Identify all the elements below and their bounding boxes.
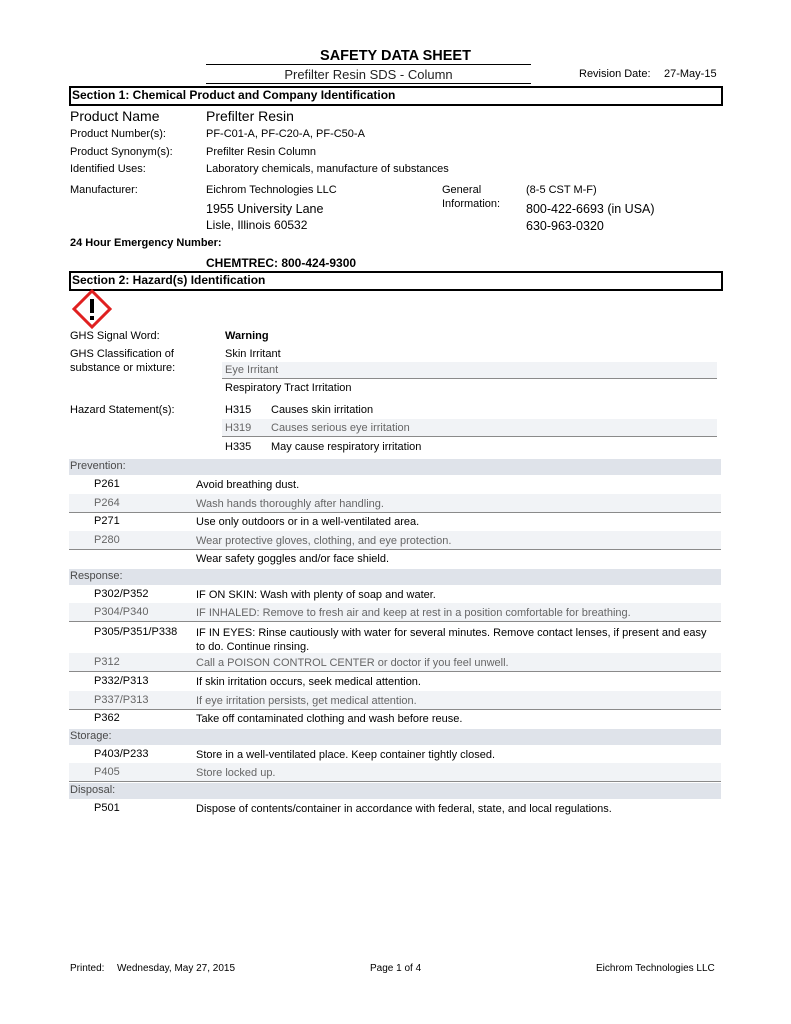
classification-item: Eye Irritant bbox=[225, 364, 279, 376]
precaution-code: P403/P233 bbox=[94, 748, 149, 760]
hazard-text: Causes skin irritation bbox=[271, 404, 374, 416]
section-1-heading: Section 1: Chemical Product and Company Identification bbox=[72, 88, 396, 102]
precaution-code: P501 bbox=[94, 802, 120, 814]
storage-label: Storage: bbox=[70, 730, 112, 742]
precaution-text: Wear protective gloves, clothing, and eye protection. bbox=[196, 535, 452, 547]
precaution-code: P312 bbox=[94, 656, 120, 668]
storage-header bbox=[69, 729, 721, 745]
printed-label: Printed: bbox=[70, 963, 105, 974]
prevention-label: Prevention: bbox=[70, 460, 126, 472]
disposal-header bbox=[69, 783, 721, 799]
page-number: Page 1 of 4 bbox=[370, 963, 422, 974]
product-numbers-label: Product Number(s): bbox=[70, 128, 166, 140]
precaution-text: Use only outdoors or in a well-ventilated area. bbox=[196, 516, 420, 528]
precaution-text: IF ON SKIN: Wash with plenty of soap and water. bbox=[196, 589, 436, 601]
exclamation-mark-icon bbox=[72, 289, 112, 329]
precaution-text: Dispose of contents/container in accordance with federal, state, and local regulations. bbox=[196, 803, 612, 815]
identified-uses: Laboratory chemicals, manufacture of substances bbox=[206, 163, 449, 175]
signal-word-label: GHS Signal Word: bbox=[70, 330, 160, 342]
hazard-code: H319 bbox=[225, 422, 252, 434]
manufacturer-name: Eichrom Technologies LLC bbox=[206, 184, 337, 196]
general-info-label-2: Information: bbox=[442, 198, 501, 210]
precaution-text: Take off contaminated clothing and wash before reuse. bbox=[196, 713, 463, 725]
precaution-text: Avoid breathing dust. bbox=[196, 479, 300, 491]
classification-label-2: substance or mixture: bbox=[70, 362, 176, 374]
hazard-code: H315 bbox=[225, 404, 252, 416]
precaution-code: P302/P352 bbox=[94, 588, 149, 600]
signal-word: Warning bbox=[225, 330, 269, 342]
product-numbers: PF-C01-A, PF-C20-A, PF-C50-A bbox=[206, 128, 365, 140]
precaution-code: P332/P313 bbox=[94, 675, 149, 687]
footer-company: Eichrom Technologies LLC bbox=[596, 963, 715, 974]
precaution-code: P280 bbox=[94, 534, 120, 546]
manufacturer-address-1: 1955 University Lane bbox=[206, 202, 324, 216]
product-name-label: Product Name bbox=[70, 108, 160, 124]
manufacturer-address-2: Lisle, Illinois 60532 bbox=[206, 218, 308, 232]
precaution-code: P305/P351/P338 bbox=[94, 626, 178, 638]
precaution-text: Store locked up. bbox=[196, 767, 276, 779]
precaution-code: P405 bbox=[94, 766, 120, 778]
precaution-text: Wear safety goggles and/or face shield. bbox=[196, 553, 390, 565]
precaution-text: If eye irritation persists, get medical attention. bbox=[196, 695, 417, 707]
hazard-text: May cause respiratory irritation bbox=[271, 441, 422, 453]
synonyms: Prefilter Resin Column bbox=[206, 146, 317, 158]
precaution-code: P261 bbox=[94, 478, 120, 490]
classification-item: Skin Irritant bbox=[225, 348, 281, 360]
prevention-header bbox=[69, 459, 721, 475]
precaution-code: P337/P313 bbox=[94, 694, 149, 706]
classification-item: Respiratory Tract Irritation bbox=[225, 382, 352, 394]
precaution-code: P362 bbox=[94, 712, 120, 724]
section-2-heading: Section 2: Hazard(s) Identification bbox=[72, 273, 266, 287]
synonyms-label: Product Synonym(s): bbox=[70, 146, 173, 158]
printed-date: Wednesday, May 27, 2015 bbox=[117, 963, 236, 974]
general-info-label-1: General bbox=[442, 184, 482, 196]
emergency-label: 24 Hour Emergency Number: bbox=[70, 237, 222, 249]
classification-label-1: GHS Classification of bbox=[70, 348, 174, 360]
response-header bbox=[69, 569, 721, 585]
emergency-number: CHEMTREC: 800-424-9300 bbox=[206, 256, 357, 270]
precaution-text: Store in a well-ventilated place. Keep container tightly closed. bbox=[196, 749, 496, 761]
precaution-text: IF IN EYES: Rinse cautiously with water for several minutes. Remove contact lenses, if present and easy to do. Continue rinsing. bbox=[196, 627, 707, 653]
office-hours: (8-5 CST M-F) bbox=[526, 184, 597, 196]
precaution-text: IF INHALED: Remove to fresh air and keep at rest in a position comfortable for breathing. bbox=[196, 607, 631, 619]
response-label: Response: bbox=[70, 570, 123, 582]
precaution-code: P304/P340 bbox=[94, 606, 149, 618]
identified-uses-label: Identified Uses: bbox=[70, 163, 146, 175]
hazard-statements-label: Hazard Statement(s): bbox=[70, 404, 175, 416]
subtitle-divider bbox=[206, 83, 531, 84]
precaution-code: P271 bbox=[94, 515, 120, 527]
manufacturer-label: Manufacturer: bbox=[70, 184, 138, 196]
hazard-text: Causes serious eye irritation bbox=[271, 422, 410, 434]
row-shade bbox=[222, 362, 717, 379]
precaution-code: P264 bbox=[94, 497, 120, 509]
document-title: SAFETY DATA SHEET bbox=[320, 48, 471, 64]
precaution-text: Call a POISON CONTROL CENTER or doctor if you feel unwell. bbox=[196, 657, 509, 669]
precaution-text: Wash hands thoroughly after handling. bbox=[196, 498, 384, 510]
precaution-text: If skin irritation occurs, seek medical attention. bbox=[196, 676, 421, 688]
revision-date-label: Revision Date: bbox=[579, 68, 651, 80]
revision-date: 27-May-15 bbox=[664, 68, 717, 80]
disposal-label: Disposal: bbox=[70, 784, 116, 796]
hazard-code: H335 bbox=[225, 441, 252, 453]
document-subtitle: Prefilter Resin SDS - Column bbox=[284, 67, 453, 82]
title-divider bbox=[206, 64, 531, 65]
product-name: Prefilter Resin bbox=[206, 108, 294, 124]
phone-usa: 800-422-6693 (in USA) bbox=[526, 202, 655, 216]
phone-intl: 630-963-0320 bbox=[526, 219, 604, 233]
